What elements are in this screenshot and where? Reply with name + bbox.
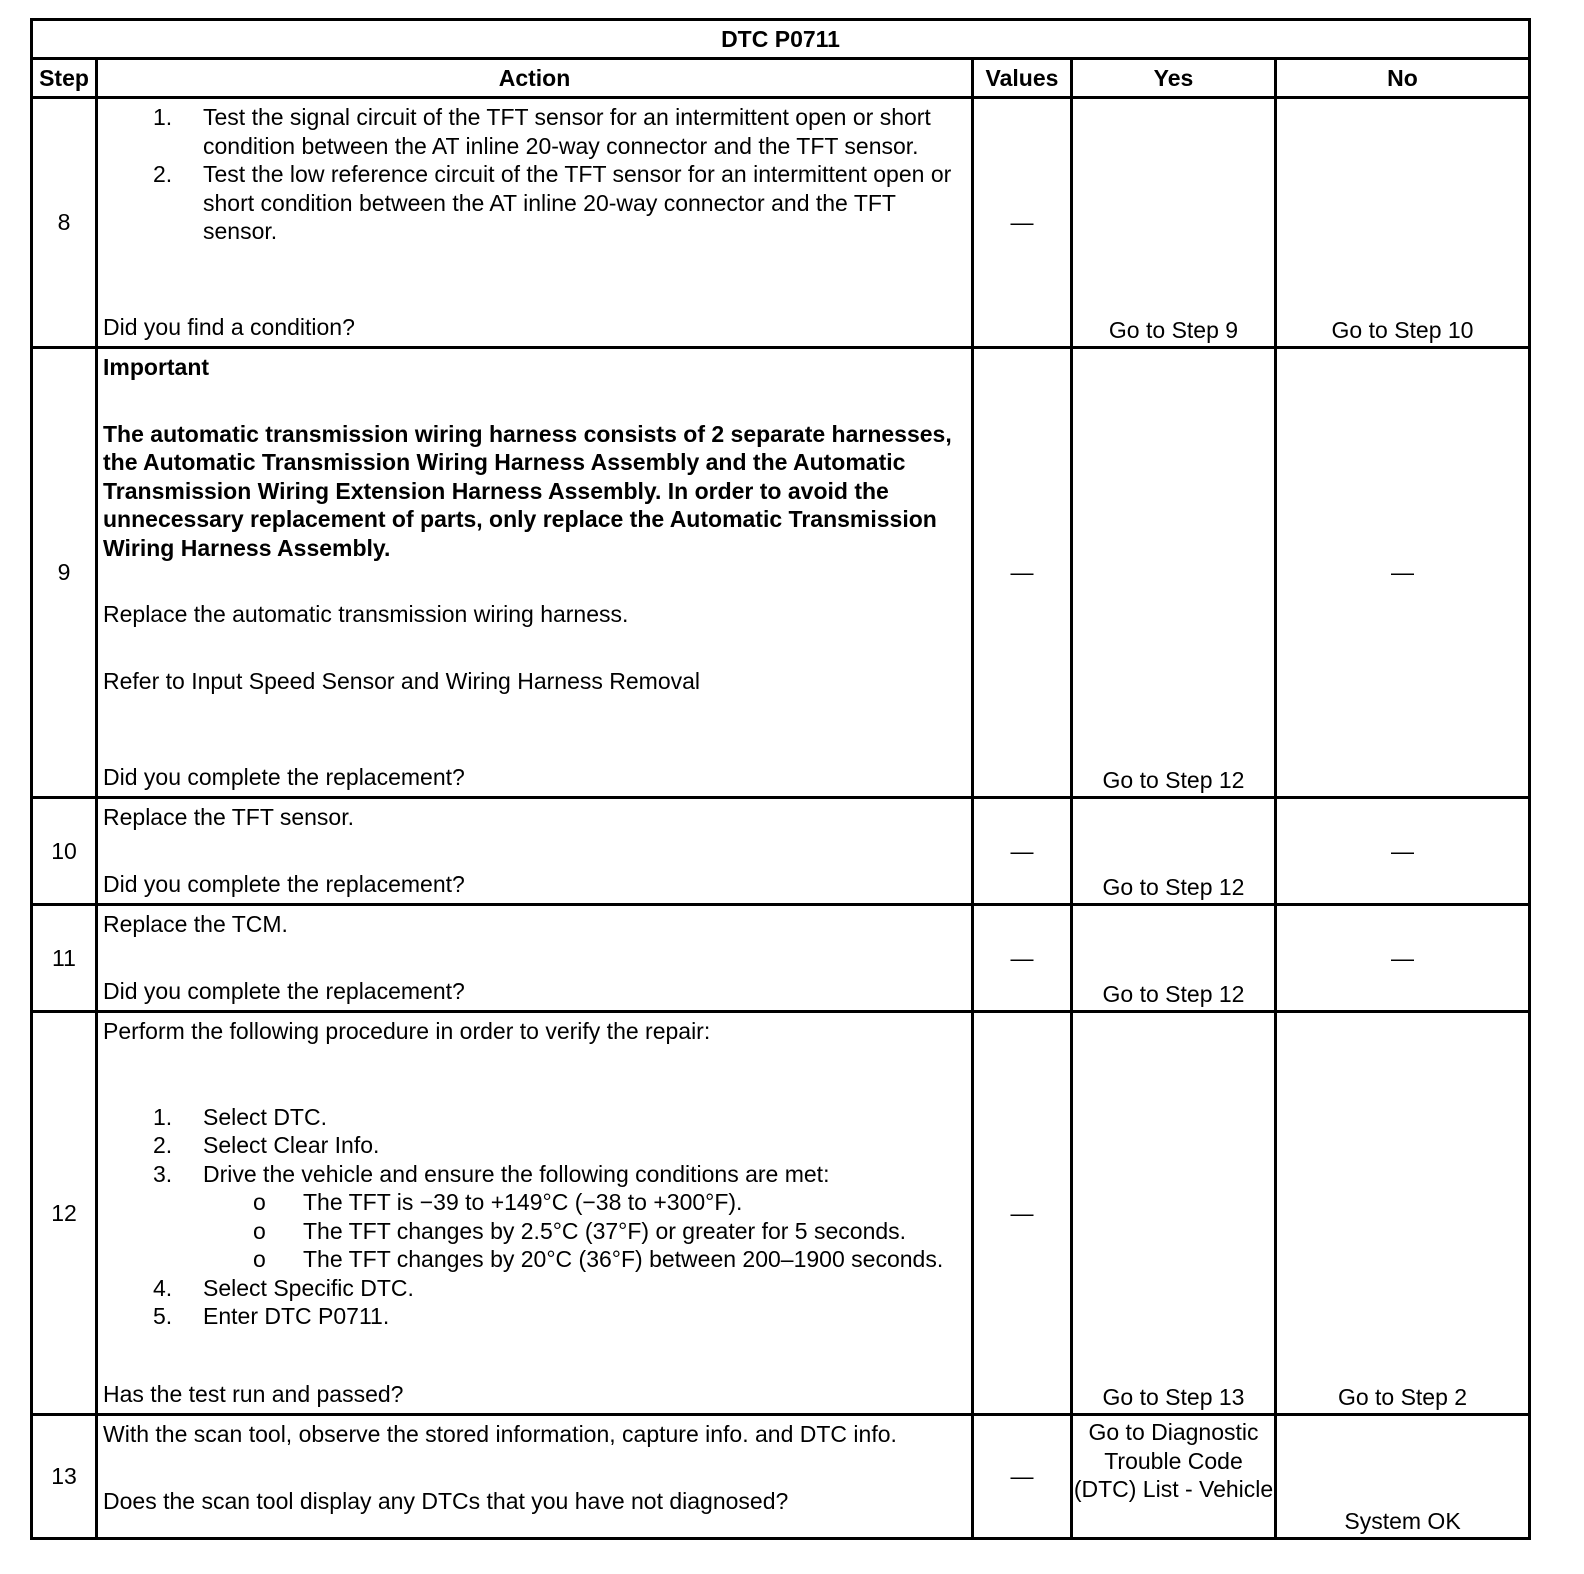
- no-cell: —: [1276, 798, 1530, 905]
- list-number: 1.: [153, 1103, 173, 1130]
- table-row: [32, 798, 1530, 905]
- header-action: Action: [97, 59, 973, 98]
- yes-cell: Go to Step 12: [1072, 905, 1276, 1012]
- condition-text: The TFT changes by 2.5°C (37°F) or greater for 5 seconds.: [303, 1217, 907, 1244]
- list-number: 2.: [153, 161, 173, 187]
- instruction-text: With the scan tool, observe the stored information, capture info. and DTC info.: [103, 1421, 897, 1447]
- action-cell: [97, 348, 973, 798]
- values-cell: —: [973, 798, 1072, 905]
- instruction-text: Replace the TCM.: [103, 911, 288, 937]
- no-cell: —: [1276, 348, 1530, 798]
- list-text: Test the signal circuit of the TFT sensor for an intermittent open or short condition between the AT inline 20-way connector and the TFT sensor.: [203, 104, 931, 159]
- question-text: Did you complete the replacement?: [103, 977, 465, 1004]
- important-label: Important: [103, 354, 210, 380]
- list-number: 4.: [153, 1274, 173, 1301]
- list-item: [103, 1103, 965, 1132]
- condition-item: [203, 1188, 965, 1217]
- condition-item: [203, 1245, 965, 1274]
- instruction-text: Replace the TFT sensor.: [103, 804, 355, 830]
- values-cell: —: [973, 905, 1072, 1012]
- values-cell: —: [973, 1012, 1072, 1415]
- yes-cell: Go to Diagnostic Trouble Code (DTC) List - Vehicle: [1072, 1415, 1276, 1539]
- no-cell: System OK: [1276, 1415, 1530, 1539]
- action-cell: [97, 798, 973, 905]
- values-cell: —: [973, 348, 1072, 798]
- step-number: 10: [32, 798, 97, 905]
- question-text: Did you complete the replacement?: [103, 870, 465, 897]
- list-text: Test the low reference circuit of the TFT sensor for an intermittent open or short condition between the AT inline 20-way connector and the TFT sensor.: [203, 161, 952, 244]
- action-cell: [97, 1012, 973, 1415]
- header-step: Step: [32, 59, 97, 98]
- list-number: 2.: [153, 1132, 173, 1158]
- title-row: [32, 20, 1530, 59]
- list-item: [103, 1131, 965, 1160]
- table-row: [32, 98, 1530, 348]
- values-cell: —: [973, 1415, 1072, 1539]
- condition-text: The TFT changes by 20°C (36°F) between 200–1900 seconds.: [303, 1246, 944, 1272]
- list-item: [103, 1302, 965, 1331]
- question-text: Did you find a condition?: [103, 313, 355, 340]
- list-text: Select DTC.: [203, 1103, 327, 1130]
- yes-cell: Go to Step 12: [1072, 348, 1276, 798]
- yes-cell: Go to Step 12: [1072, 798, 1276, 905]
- question-text: Does the scan tool display any DTCs that you have not diagnosed?: [103, 1487, 789, 1514]
- procedure-list: [103, 103, 965, 246]
- reference-text: Refer to Input Speed Sensor and Wiring Harness Removal: [103, 667, 701, 694]
- instruction-text: Replace the automatic transmission wiring harness.: [103, 601, 629, 627]
- intro-text: Perform the following procedure in order to verify the repair:: [103, 1018, 711, 1044]
- list-text: Select Specific DTC.: [203, 1274, 414, 1301]
- table-title: DTC P0711: [32, 20, 1530, 59]
- list-number: 5.: [153, 1303, 173, 1329]
- yes-cell: Go to Step 9: [1072, 98, 1276, 348]
- list-item: [103, 160, 965, 246]
- bullet-icon: o: [253, 1189, 266, 1215]
- header-row: [32, 59, 1530, 98]
- table-row: [32, 1415, 1530, 1539]
- list-number: 3.: [153, 1160, 173, 1187]
- list-item: [103, 1160, 965, 1274]
- no-cell: —: [1276, 905, 1530, 1012]
- question-text: Has the test run and passed?: [103, 1380, 404, 1407]
- action-cell: [97, 1415, 973, 1539]
- important-note: The automatic transmission wiring harness consists of 2 separate harnesses, the Automatic Transmission Wiring Harness Assembly and the Automatic Transmission Wiring Extension Harness Assembly. In order to avoid the unnecessary replacement of parts, only replace the Automatic Transmission Wiring Harness Assembly.: [103, 420, 952, 561]
- step-number: 9: [32, 348, 97, 798]
- list-text: Select Clear Info.: [203, 1132, 380, 1158]
- step-number: 13: [32, 1415, 97, 1539]
- table-row: [32, 905, 1530, 1012]
- no-cell: Go to Step 2: [1276, 1012, 1530, 1415]
- list-item: [103, 1274, 965, 1303]
- list-text: Drive the vehicle and ensure the following conditions are met:: [203, 1160, 830, 1187]
- bullet-icon: o: [253, 1246, 266, 1272]
- header-values: Values: [973, 59, 1072, 98]
- table-row: [32, 348, 1530, 798]
- action-cell: [97, 905, 973, 1012]
- dtc-document: [30, 18, 1528, 1540]
- header-yes: Yes: [1072, 59, 1276, 98]
- procedure-list: [103, 1103, 965, 1331]
- bullet-icon: o: [253, 1217, 266, 1244]
- list-text: Enter DTC P0711.: [203, 1303, 390, 1329]
- condition-text: The TFT is −39 to +149°C (−38 to +300°F).: [303, 1189, 743, 1215]
- step-number: 11: [32, 905, 97, 1012]
- no-cell: Go to Step 10: [1276, 98, 1530, 348]
- list-number: 1.: [153, 104, 173, 130]
- header-no: No: [1276, 59, 1530, 98]
- step-number: 12: [32, 1012, 97, 1415]
- values-cell: —: [973, 98, 1072, 348]
- condition-list: [203, 1188, 965, 1274]
- table-row: [32, 1012, 1530, 1415]
- list-item: [103, 103, 965, 160]
- dtc-table: [30, 18, 1531, 1540]
- question-text: Did you complete the replacement?: [103, 763, 465, 790]
- condition-item: [203, 1217, 965, 1246]
- yes-cell: Go to Step 13: [1072, 1012, 1276, 1415]
- action-cell: [97, 98, 973, 348]
- step-number: 8: [32, 98, 97, 348]
